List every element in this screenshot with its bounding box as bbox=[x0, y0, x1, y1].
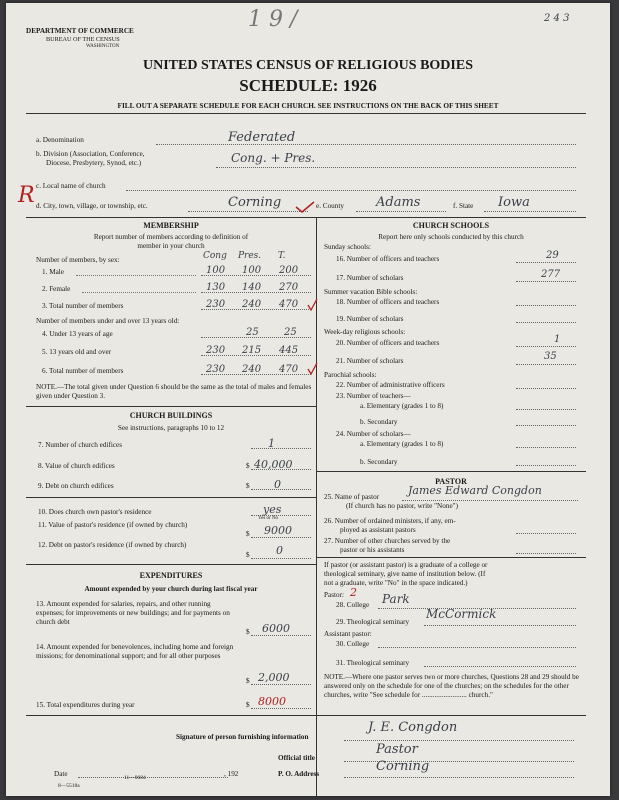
q25-value: James Edward Congdon bbox=[408, 484, 542, 497]
over13-pres: 215 bbox=[242, 345, 262, 356]
buildings-sub: See instructions, paragraphs 10 to 12 bbox=[117, 424, 225, 432]
total-total: 470 bbox=[279, 299, 299, 310]
q31-label: 31. Theological seminary bbox=[336, 659, 410, 667]
q19-label: 19. Number of scholars bbox=[336, 315, 404, 323]
city-value: Corning bbox=[228, 195, 282, 210]
q17-label: 17. Number of scholars bbox=[336, 274, 404, 282]
form-title: UNITED STATES CENSUS OF RELIGIOUS BODIES bbox=[142, 58, 473, 73]
female-label: 2. Female bbox=[42, 285, 71, 293]
male-total: 200 bbox=[279, 265, 299, 276]
census-schedule-page: DEPARTMENT OF COMMERCE BUREAU OF THE CENSUS WASHINGTON 1 9 / 2 4 3 UNITED STATES CENSUS OF RELIGIOUS BODIES SCHEDULE: 1926 FILL OUT A SEPARATE SCHEDULE FOR EACH CHURCH. SEE INSTRUCTIONS ON THE BACK OF THIS SHEET a. Denomination Federated b. Division (Association, Conference, Diocese, Presbytery, Synod, etc.) Cong. + Pres. c. Local name of church R d. City, town, village, or township, etc. Corning e. County Adams f. State Iowa MEMBERSHIP Report number of members according to definition of member in your church Number of members, by sex: Cong Pres. T. 1. Male 100 100 200 2. Female 130 140 270 3. Total number of members 230 240 470 Number of members under and over 13 years old: 4. Under 13 years of age 25 25 5. 13 years old and over 230 215 445 6. Total number of members 230 240 470 NOTE.—The total given under Question 6 should be the same as the total of males and females given under Question 3. CHURCH BUILDINGS See instructions, paragraphs 10 to 12 7. Number of church edifices 1 8. Value of church edifices $ 40,000 9. Debt on church edifices $ 0 10. Does church own pastor's residence yes Yes or No 11. Value of pastor's residence (if owned by church) $ 9000 12. Debt on pastor's residence (if owned by church) $ 0 EXPENDITURES Amount expended by your church during last fiscal year 13. Amount expended for salaries, repairs, and other running expenses; for improvements or new buildings; and for payments on church debt $ 6000 14. Amount expended for benevolences, including home and foreign missions; for denominational support; and for all other purposes $ 2,000 15. Total expenditures during year $ 8000 CHURCH SCHOOLS Report here only schools conducted by this church Sunday schools: 16. Number of officers and teachers 29 17. Number of scholars 277 Summer vacation Bible schools: 18. Number of officers and teachers 19. Number of scholars Week-day religious schools: 20. Number of officers and teachers 1 21. Number of scholars 35 Parochial schools: 22. Number of administrative officers 23. Number of teachers— a. Elementary (grades 1 to 8) b. Secondary 24. Number of scholars— a. Elementary (grades 1 to 8) b. Secondary PASTOR 25. Name of pastor James Edward Congdon (If church has no pastor, write "None") 26. Number of ordained ministers, if any, em- ployed as assistant pastors 27. Number of other churches served by the pastor or his assistants If pastor (or assistant pastor) is a graduate of a college or theological seminary, give name of institution below. (If not a graduate, write "No" in the space indicated.) Pastor: 2 28. College Park 29. Theological seminary McCormick Assistant pastor: 30. College 31. Theological seminary NOTE.—Where one pastor serves two or more churches, Questions 28 and 29 should be answered only on the schedule for one of the churches; on the schedules for the other churches, write "See schedule for ......................... church." Signature of person furnishing information J. E. Congdon Official title Pastor Date , 192 P. O. Address Corning 8—5518a 11—9684 bbox=[6, 3, 610, 796]
edifices-debt-value: 0 bbox=[274, 478, 281, 491]
residence-own-label: 10. Does church own pastor's residence bbox=[38, 508, 152, 516]
q28-label: 28. College bbox=[336, 601, 370, 609]
edifices-count-label: 7. Number of church edifices bbox=[38, 441, 123, 449]
state-value: Iowa bbox=[498, 195, 530, 210]
po-address-value: Corning bbox=[376, 759, 430, 774]
pastor-note: NOTE.—Where one pastor serves two or more churches, Questions 28 and 29 should be answered only on the schedule for one of the churches; on the schedules for the other churches, write "See schedule for ......................... church." bbox=[324, 673, 579, 699]
residence-own-value: yes bbox=[263, 503, 282, 516]
q22-label: 22. Number of administrative officers bbox=[336, 381, 445, 389]
col-head-cong: Cong bbox=[203, 251, 227, 261]
form-subtitle: SCHEDULE: 1926 bbox=[239, 76, 377, 95]
schools-heading: CHURCH SCHOOLS bbox=[412, 221, 490, 230]
official-title-value: Pastor bbox=[376, 742, 418, 757]
total-cong: 230 bbox=[206, 299, 226, 310]
yes-no-note: Yes or No bbox=[258, 516, 279, 521]
expenditures-sub: Amount expended by your church during last fiscal year bbox=[84, 585, 258, 593]
male-label: 1. Male bbox=[42, 268, 64, 276]
under13-total: 25 bbox=[284, 327, 297, 338]
bureau-label: BUREAU OF THE CENSUS bbox=[46, 36, 120, 43]
weekday-schools-label: Week-day religious schools: bbox=[324, 328, 406, 336]
buildings-heading: CHURCH BUILDINGS bbox=[129, 411, 213, 420]
col-head-pres: Pres. bbox=[238, 251, 262, 261]
division-value: Cong. + Pres. bbox=[231, 151, 316, 165]
q24a-label: a. Elementary (grades 1 to 8) bbox=[360, 440, 444, 448]
sheet-number: 2 4 3 bbox=[544, 13, 570, 24]
residence-value-value: 9000 bbox=[264, 524, 292, 537]
division-label-1: b. Division (Association, Conference, bbox=[36, 150, 145, 158]
q26-label-1: 26. Number of ordained ministers, if any, em- bbox=[324, 517, 456, 525]
total2-total: 470 bbox=[279, 364, 299, 375]
q30-label: 30. College bbox=[336, 640, 370, 648]
q21-label: 21. Number of scholars bbox=[336, 357, 404, 365]
county-value: Adams bbox=[376, 195, 421, 210]
over13-intro: Number of members under and over 13 years old: bbox=[36, 317, 180, 325]
form-number: 8—5518a bbox=[58, 783, 80, 789]
division-label-2: Diocese, Presbytery, Synod, etc.) bbox=[46, 159, 142, 167]
under13-label: 4. Under 13 years of age bbox=[42, 330, 113, 338]
date-label: Date bbox=[54, 770, 68, 778]
membership-heading: MEMBERSHIP bbox=[143, 221, 199, 230]
female-pres: 140 bbox=[242, 282, 262, 293]
q28-value: Park bbox=[382, 592, 410, 606]
over13-total: 445 bbox=[279, 345, 299, 356]
residence-value-label: 11. Value of pastor's residence (if owned by church) bbox=[38, 521, 188, 529]
running-expenses-label: 13. Amount expended for salaries, repairs, and other running expenses; for improvements or new buildings; and for payments on church debt bbox=[36, 600, 230, 626]
edifices-debt-label: 9. Debt on church edifices bbox=[38, 482, 114, 490]
pastor-grad-label: Pastor: bbox=[324, 591, 344, 599]
q23-label: 23. Number of teachers— bbox=[336, 392, 411, 400]
denomination-value: Federated bbox=[228, 130, 296, 145]
q24b-label: b. Secondary bbox=[360, 458, 398, 466]
edifices-value-value: 40,000 bbox=[254, 458, 293, 471]
by-sex-label: Number of members, by sex: bbox=[36, 256, 120, 264]
signature-value: J. E. Congdon bbox=[368, 720, 458, 735]
total-expenditures-label: 15. Total expenditures during year bbox=[36, 701, 135, 709]
sunday-schools-label: Sunday schools: bbox=[324, 243, 371, 251]
assistant-label: Assistant pastor: bbox=[324, 630, 372, 638]
benevolences-value: 2,000 bbox=[258, 671, 290, 684]
schools-sub: Report here only schools conducted by this church bbox=[378, 233, 524, 241]
q23b-label: b. Secondary bbox=[360, 418, 398, 426]
over13-label: 5. 13 years old and over bbox=[42, 348, 112, 356]
city-label: d. City, town, village, or township, etc. bbox=[36, 202, 148, 210]
edifices-value-label: 8. Value of church edifices bbox=[38, 462, 115, 470]
q27-label-1: 27. Number of other churches served by the bbox=[324, 537, 451, 545]
year-label: , 192 bbox=[224, 770, 239, 778]
denomination-label: a. Denomination bbox=[36, 136, 84, 144]
q25-note: (If church has no pastor, write "None") bbox=[346, 502, 458, 510]
q24-label: 24. Number of scholars— bbox=[336, 430, 411, 438]
over13-cong: 230 bbox=[206, 345, 226, 356]
po-address-label: P. O. Address bbox=[278, 770, 320, 778]
pastor-heading: PASTOR bbox=[435, 477, 467, 486]
total-members-2-label: 6. Total number of members bbox=[42, 367, 124, 375]
dept-label: DEPARTMENT OF COMMERCE bbox=[26, 27, 134, 35]
total-expenditures-value: 8000 bbox=[258, 695, 286, 708]
edifices-count-value: 1 bbox=[268, 437, 275, 450]
total-pres: 240 bbox=[242, 299, 262, 310]
female-cong: 130 bbox=[206, 282, 226, 293]
total-members-label: 3. Total number of members bbox=[42, 302, 124, 310]
q27-label-2: pastor or his assistants bbox=[340, 546, 405, 554]
grad-line-3: not a graduate, write "No" in the space indicated.) bbox=[324, 579, 468, 587]
total2-pres: 240 bbox=[242, 364, 262, 375]
female-total: 270 bbox=[279, 282, 299, 293]
q20-value: 1 bbox=[554, 334, 561, 345]
q25-label: 25. Name of pastor bbox=[324, 493, 380, 501]
expenditures-heading: EXPENDITURES bbox=[139, 571, 203, 580]
q29-label: 29. Theological seminary bbox=[336, 618, 410, 626]
pencil-mark: 1 9 / bbox=[248, 7, 298, 32]
red-check-icon bbox=[306, 297, 320, 313]
print-number: 11—9684 bbox=[124, 775, 146, 781]
benevolences-label: 14. Amount expended for benevolences, including home and foreign missions; for denominational support; and for all other purposes bbox=[36, 643, 234, 660]
red-check-icon bbox=[294, 199, 318, 215]
signature-label: Signature of person furnishing information bbox=[176, 733, 309, 741]
q20-label: 20. Number of officers and teachers bbox=[336, 339, 440, 347]
red-check-icon bbox=[306, 361, 320, 377]
pastor-red-mark: 2 bbox=[350, 586, 357, 599]
state-label: f. State bbox=[453, 202, 474, 210]
grad-line-2: theological seminary, give name of institution below. (If bbox=[324, 570, 486, 578]
q26-label-2: ployed as assistant pastors bbox=[340, 526, 416, 534]
parochial-schools-label: Parochial schools: bbox=[324, 371, 377, 379]
running-expenses-value: 6000 bbox=[262, 622, 290, 635]
q18-label: 18. Number of officers and teachers bbox=[336, 298, 440, 306]
grad-line-1: If pastor (or assistant pastor) is a graduate of a college or bbox=[324, 561, 488, 569]
q17-value: 277 bbox=[541, 269, 561, 280]
under13-pres: 25 bbox=[246, 327, 259, 338]
county-label: e. County bbox=[316, 202, 344, 210]
male-cong: 100 bbox=[206, 265, 226, 276]
residence-debt-label: 12. Debt on pastor's residence (if owned by church) bbox=[38, 541, 187, 549]
residence-debt-value: 0 bbox=[276, 544, 283, 557]
official-title-label: Official title bbox=[278, 754, 315, 762]
q23a-label: a. Elementary (grades 1 to 8) bbox=[360, 402, 444, 410]
margin-red-mark: R bbox=[18, 183, 35, 208]
q16-label: 16. Number of officers and teachers bbox=[336, 255, 440, 263]
summer-schools-label: Summer vacation Bible schools: bbox=[324, 288, 418, 296]
city-label: WASHINGTON bbox=[86, 44, 120, 49]
q21-value: 35 bbox=[544, 351, 557, 362]
male-pres: 100 bbox=[242, 265, 262, 276]
local-name-label: c. Local name of church bbox=[36, 182, 106, 190]
membership-note: NOTE.—The total given under Question 6 should be the same as the total of males and females given under Question 3. bbox=[36, 383, 312, 400]
q29-value: McCormick bbox=[426, 607, 497, 621]
membership-intro-1: Report number of members according to definition of bbox=[93, 233, 249, 241]
col-head-total: T. bbox=[278, 251, 286, 261]
form-instructions: FILL OUT A SEPARATE SCHEDULE FOR EACH CHURCH. SEE INSTRUCTIONS ON THE BACK OF THIS SHEET bbox=[117, 101, 499, 110]
q16-value: 29 bbox=[546, 250, 559, 261]
total2-cong: 230 bbox=[206, 364, 226, 375]
membership-intro-2: member in your church bbox=[137, 242, 205, 250]
